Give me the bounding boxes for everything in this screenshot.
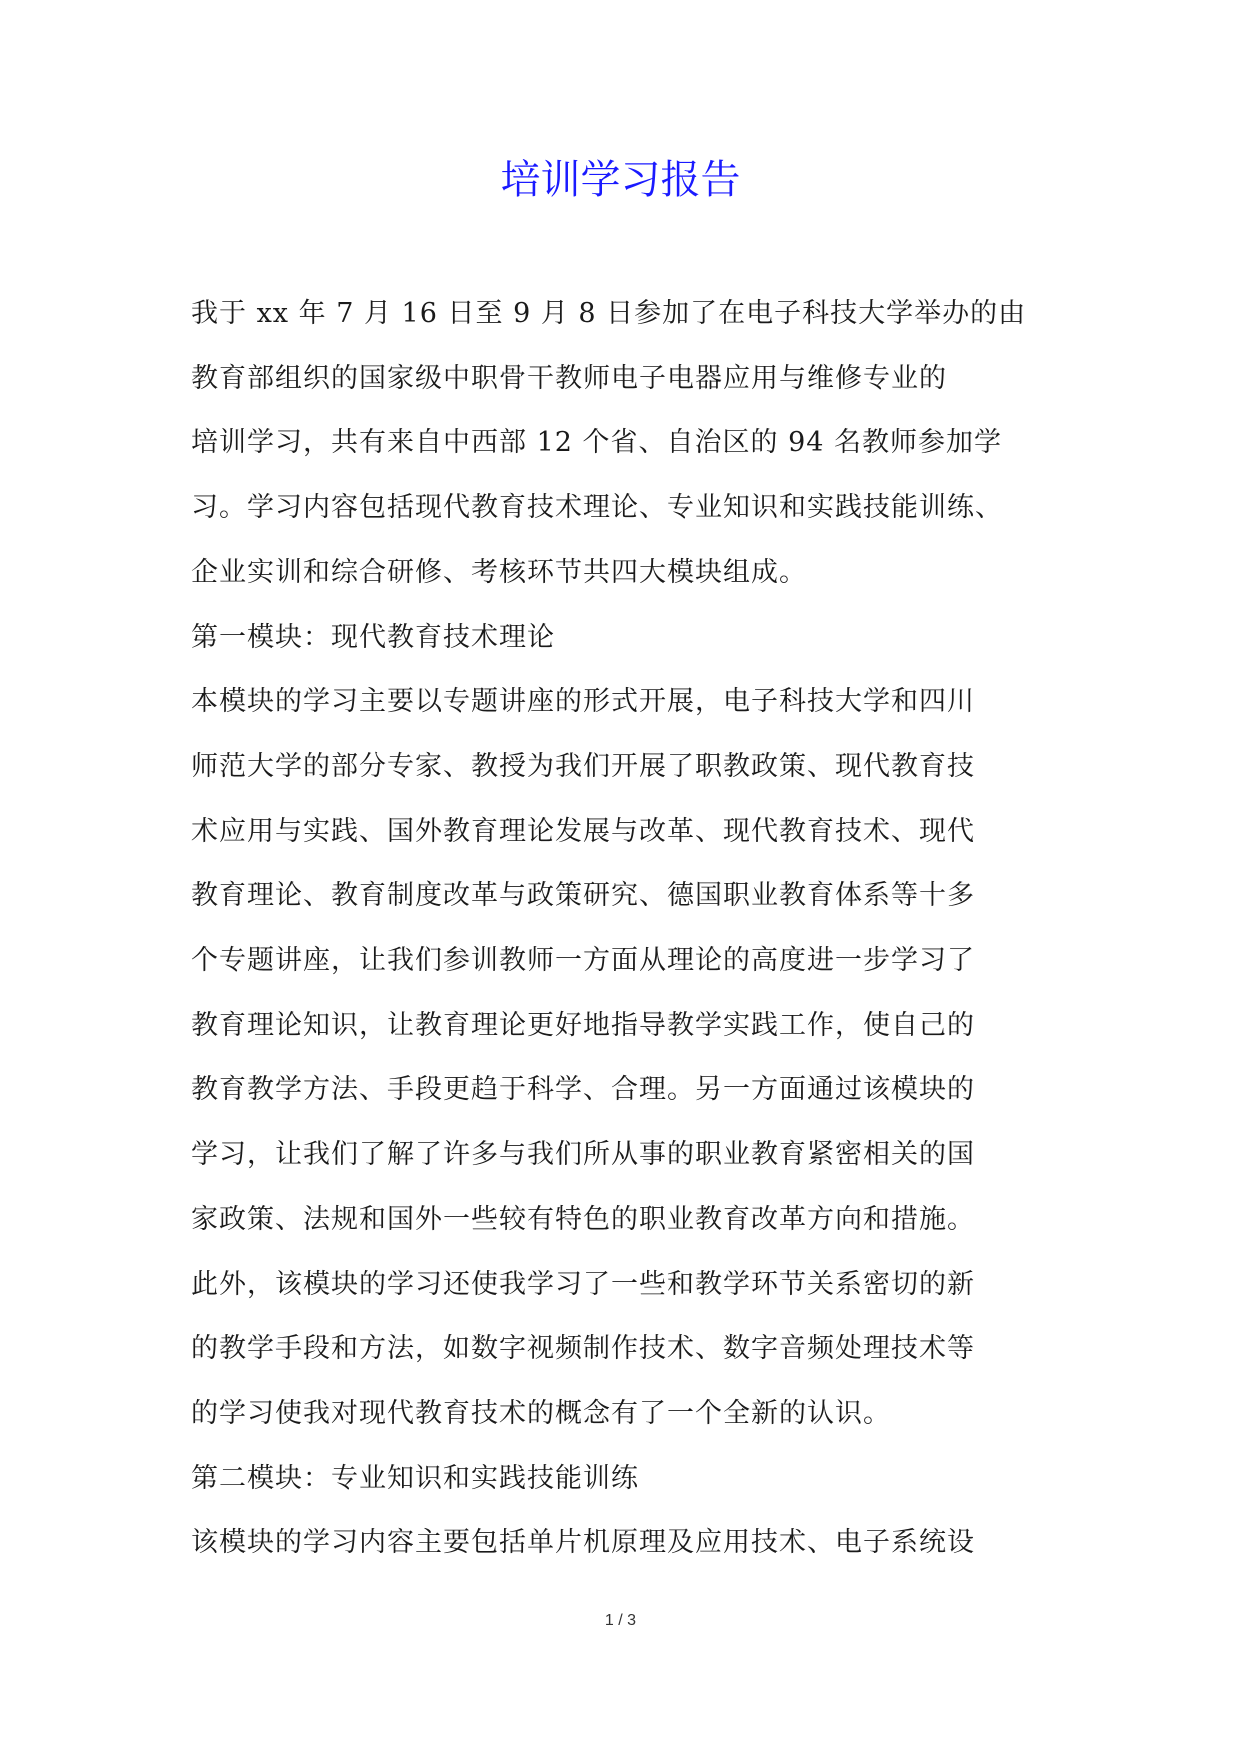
document-title: 培训学习报告 [500,157,741,203]
body-line: 术应用与实践、国外教育理论发展与改革、现代教育技术、现代 [191,815,975,847]
body-line: 教育教学方法、手段更趋于科学、合理。另一方面通过该模块的 [191,1074,975,1106]
body-line: 教育部组织的国家级中职骨干教师电子电器应用与维修专业的 [191,362,947,394]
section-heading-module-1: 第一模块：现代教育技术理论 [191,621,555,653]
body-line: 的学习使我对现代教育技术的概念有了一个全新的认识。 [191,1397,891,1429]
body-line: 本模块的学习主要以专题讲座的形式开展，电子科技大学和四川 [191,686,975,718]
body-line: 此外，该模块的学习还使我学习了一些和教学环节关系密切的新 [191,1268,975,1300]
body-line: 企业实训和综合研修、考核环节共四大模块组成。 [191,556,807,588]
body-line: 家政策、法规和国外一些较有特色的职业教育改革方向和措施。 [191,1203,975,1235]
body-line: 教育理论、教育制度改革与政策研究、德国职业教育体系等十多 [191,880,975,912]
page-number: 1 / 3 [604,1612,637,1629]
body-line: 习。学习内容包括现代教育技术理论、专业知识和实践技能训练、 [191,492,1003,524]
body-line: 该模块的学习内容主要包括单片机原理及应用技术、电子系统设 [191,1527,975,1559]
body-line: 教育理论知识，让教育理论更好地指导教学实践工作，使自己的 [191,1009,975,1041]
section-heading-module-2: 第二模块：专业知识和实践技能训练 [191,1462,639,1494]
body-line: 师范大学的部分专家、教授为我们开展了职教政策、现代教育技 [191,750,975,782]
body-line: 学习，让我们了解了许多与我们所从事的职业教育紧密相关的国 [191,1139,975,1171]
document-body [191,282,1061,1576]
body-line: 个专题讲座，让我们参训教师一方面从理论的高度进一步学习了 [191,945,975,977]
body-line: 的教学手段和方法，如数字视频制作技术、数字音频处理技术等 [191,1333,975,1365]
body-line: 我于 xx 年 7 月 16 日至 9 月 8 日参加了在电子科技大学举办的由 [191,298,1027,329]
body-line: 培训学习，共有来自中西部 12 个省、自治区的 94 名教师参加学 [191,427,1003,459]
